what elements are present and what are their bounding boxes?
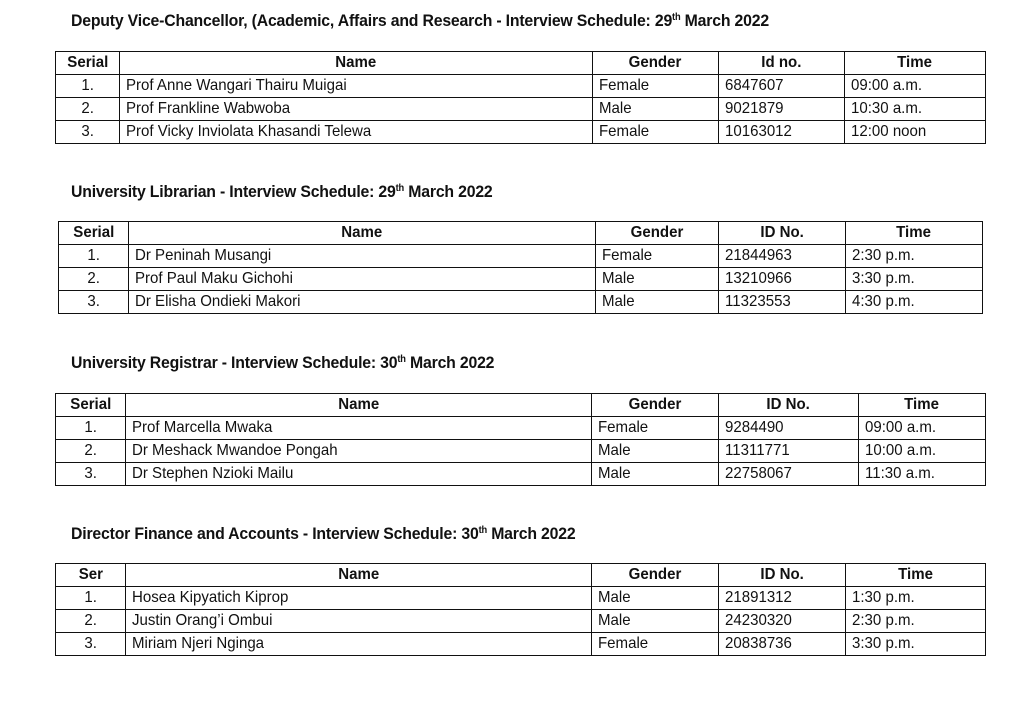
table-row bbox=[56, 610, 986, 633]
cell-gender: Male bbox=[596, 291, 719, 314]
section-heading bbox=[71, 182, 493, 202]
interview-schedule-table bbox=[55, 51, 986, 144]
cell-id: 21891312 bbox=[719, 587, 846, 610]
heading-tail: March 2022 bbox=[405, 353, 495, 372]
cell-id: 6847607 bbox=[719, 75, 845, 98]
cell-time: 3:30 p.m. bbox=[846, 633, 986, 656]
table-header-row bbox=[59, 222, 983, 245]
interview-schedule-table bbox=[55, 563, 986, 656]
table-header-row bbox=[56, 564, 986, 587]
cell-gender: Male bbox=[592, 587, 719, 610]
interview-schedule-table bbox=[55, 393, 986, 486]
cell-id: 13210966 bbox=[719, 268, 846, 291]
header-time: Time bbox=[846, 564, 986, 587]
cell-name: Dr Elisha Ondieki Makori bbox=[129, 291, 596, 314]
cell-serial: 2. bbox=[56, 440, 126, 463]
header-gender: Gender bbox=[593, 52, 719, 75]
table-row bbox=[56, 633, 986, 656]
cell-serial: 1. bbox=[59, 245, 129, 268]
table-header-row bbox=[56, 394, 986, 417]
cell-name: Prof Paul Maku Gichohi bbox=[129, 268, 596, 291]
section-heading bbox=[71, 524, 575, 544]
section-heading bbox=[71, 353, 494, 373]
heading-superscript: th bbox=[672, 12, 681, 23]
cell-time: 12:00 noon bbox=[845, 121, 986, 144]
header-time: Time bbox=[845, 52, 986, 75]
heading-superscript: th bbox=[478, 525, 487, 536]
cell-time: 1:30 p.m. bbox=[846, 587, 986, 610]
cell-serial: 3. bbox=[56, 121, 120, 144]
heading-tail: March 2022 bbox=[404, 182, 493, 201]
cell-name: Hosea Kipyatich Kiprop bbox=[126, 587, 592, 610]
heading-text: Deputy Vice-Chancellor, (Academic, Affairs and Research - Interview Schedule: 29 bbox=[71, 11, 673, 30]
cell-name: Prof Marcella Mwaka bbox=[126, 417, 592, 440]
cell-name: Prof Vicky Inviolata Khasandi Telewa bbox=[120, 121, 593, 144]
cell-id: 21844963 bbox=[719, 245, 846, 268]
cell-id: 11323553 bbox=[719, 291, 846, 314]
cell-time: 10:30 a.m. bbox=[845, 98, 986, 121]
cell-id: 9284490 bbox=[719, 417, 859, 440]
cell-gender: Male bbox=[596, 268, 719, 291]
heading-text: University Librarian - Interview Schedule: 29 bbox=[71, 182, 396, 201]
heading-text: University Registrar - Interview Schedule: 30 bbox=[71, 353, 398, 372]
table-row bbox=[56, 587, 986, 610]
section-heading bbox=[71, 11, 769, 31]
header-name: Name bbox=[120, 52, 593, 75]
header-name: Name bbox=[126, 394, 592, 417]
cell-id: 24230320 bbox=[719, 610, 846, 633]
cell-serial: 1. bbox=[56, 587, 126, 610]
cell-gender: Female bbox=[592, 417, 719, 440]
cell-gender: Male bbox=[592, 440, 719, 463]
heading-superscript: th bbox=[397, 354, 406, 365]
cell-gender: Male bbox=[593, 98, 719, 121]
cell-gender: Female bbox=[596, 245, 719, 268]
cell-id: 11311771 bbox=[719, 440, 859, 463]
cell-name: Justin Orang’i Ombui bbox=[126, 610, 592, 633]
table-row bbox=[56, 121, 986, 144]
cell-time: 3:30 p.m. bbox=[846, 268, 983, 291]
cell-name: Dr Peninah Musangi bbox=[129, 245, 596, 268]
header-gender: Gender bbox=[596, 222, 719, 245]
cell-time: 10:00 a.m. bbox=[859, 440, 986, 463]
cell-serial: 3. bbox=[56, 633, 126, 656]
heading-tail: March 2022 bbox=[680, 11, 769, 30]
header-gender: Gender bbox=[592, 564, 719, 587]
table-row bbox=[59, 268, 983, 291]
table-row bbox=[59, 245, 983, 268]
table-row bbox=[56, 440, 986, 463]
cell-serial: 2. bbox=[56, 610, 126, 633]
cell-serial: 3. bbox=[59, 291, 129, 314]
cell-time: 2:30 p.m. bbox=[846, 610, 986, 633]
cell-id: 22758067 bbox=[719, 463, 859, 486]
header-serial: Serial bbox=[56, 394, 126, 417]
cell-name: Prof Anne Wangari Thairu Muigai bbox=[120, 75, 593, 98]
header-name: Name bbox=[129, 222, 596, 245]
heading-tail: March 2022 bbox=[486, 524, 576, 543]
table-row bbox=[56, 98, 986, 121]
table-row bbox=[56, 417, 986, 440]
header-serial: Ser bbox=[56, 564, 126, 587]
cell-serial: 1. bbox=[56, 75, 120, 98]
cell-id: 9021879 bbox=[719, 98, 845, 121]
cell-time: 11:30 a.m. bbox=[859, 463, 986, 486]
cell-gender: Male bbox=[592, 610, 719, 633]
cell-serial: 3. bbox=[56, 463, 126, 486]
header-serial: Serial bbox=[59, 222, 129, 245]
header-id: Id no. bbox=[719, 52, 845, 75]
header-time: Time bbox=[846, 222, 983, 245]
cell-time: 2:30 p.m. bbox=[846, 245, 983, 268]
cell-serial: 2. bbox=[59, 268, 129, 291]
cell-gender: Male bbox=[592, 463, 719, 486]
table-row bbox=[56, 463, 986, 486]
cell-gender: Female bbox=[593, 121, 719, 144]
heading-text: Director Finance and Accounts - Interview Schedule: 30 bbox=[71, 524, 479, 543]
cell-name: Dr Stephen Nzioki Mailu bbox=[126, 463, 592, 486]
table-header-row bbox=[56, 52, 986, 75]
header-id: ID No. bbox=[719, 222, 846, 245]
cell-id: 20838736 bbox=[719, 633, 846, 656]
table-row bbox=[59, 291, 983, 314]
header-name: Name bbox=[126, 564, 592, 587]
header-time: Time bbox=[859, 394, 986, 417]
cell-serial: 1. bbox=[56, 417, 126, 440]
cell-time: 4:30 p.m. bbox=[846, 291, 983, 314]
cell-name: Prof Frankline Wabwoba bbox=[120, 98, 593, 121]
cell-serial: 2. bbox=[56, 98, 120, 121]
cell-name: Dr Meshack Mwandoe Pongah bbox=[126, 440, 592, 463]
cell-time: 09:00 a.m. bbox=[859, 417, 986, 440]
cell-name: Miriam Njeri Nginga bbox=[126, 633, 592, 656]
interview-schedule-table bbox=[58, 221, 983, 314]
heading-superscript: th bbox=[395, 183, 405, 194]
header-id: ID No. bbox=[719, 394, 859, 417]
header-gender: Gender bbox=[592, 394, 719, 417]
header-id: ID No. bbox=[719, 564, 846, 587]
cell-gender: Female bbox=[593, 75, 719, 98]
table-row bbox=[56, 75, 986, 98]
cell-time: 09:00 a.m. bbox=[845, 75, 986, 98]
header-serial: Serial bbox=[56, 52, 120, 75]
cell-gender: Female bbox=[592, 633, 719, 656]
cell-id: 10163012 bbox=[719, 121, 845, 144]
